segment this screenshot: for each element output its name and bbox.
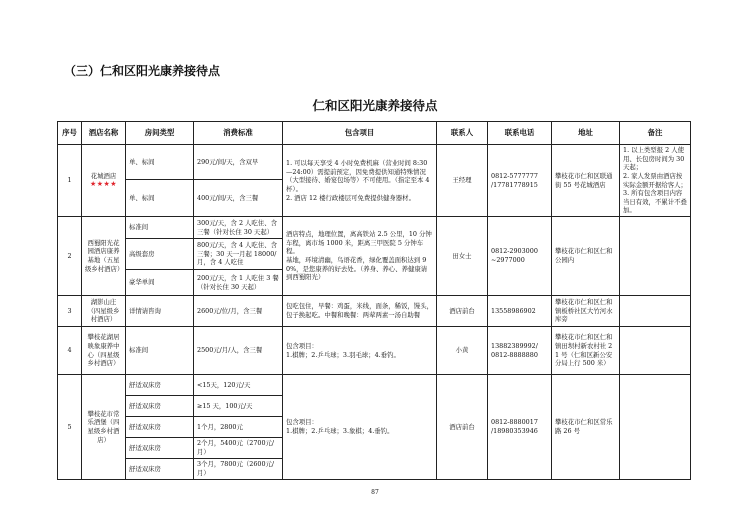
header-room-type: 房间类型 [126, 122, 194, 145]
row-no: 1 [58, 145, 82, 217]
remark: 1. 以上类型报 2 人使用、长包房时间为 30 天起； 2. 家人发票由酒店按实际金额开据给客人； 3. 所有包含项目内容当日有效，不累计不叠加。 [620, 145, 691, 217]
contact-phone: 13558986902 [488, 296, 552, 327]
address: 攀枝花市仁和区仁和镇田坝村新农村社 21 号（仁和区新公安分局上行 500 米） [552, 327, 620, 375]
address: 攀枝花市仁和区仁和镇板桥社区大竹河水库旁 [552, 296, 620, 327]
contact-person: 酒店前台 [437, 296, 488, 327]
contact-person: 小黄 [437, 327, 488, 375]
room-type: 舒适双床房 [126, 459, 194, 480]
room-type: 高级套房 [126, 239, 194, 270]
room-price: 2600元/位/月，含三餐 [194, 296, 283, 327]
room-price: <15天，120元/天 [194, 375, 283, 396]
room-type: 标准间 [126, 217, 194, 239]
contact-person: 田女士 [437, 217, 488, 296]
table-row [58, 296, 691, 327]
hotel-name: 攀枝花湖居映象康养中心（四星级乡村酒店） [82, 327, 126, 375]
page-number: 87 [371, 489, 379, 496]
room-price: 2500元/月/人，含三餐 [194, 327, 283, 375]
room-price: 400元/间/天，含三餐 [194, 179, 283, 216]
included-items: 1. 可以每天享受 4 小时免费机麻（营业时间 8:30—24:00）需提前预定，因免费提供知通特殊情况（大型接待、婚宴包场等）不可使用。（指定至本 4 杯）。 2. 酒店 12 楼行政楼层可免费提供健身器材。 [283, 145, 437, 217]
remark [620, 375, 691, 480]
header-address: 地址 [552, 122, 620, 145]
table-title: 仁和区阳光康养接待点 [312, 98, 438, 113]
row-no: 3 [58, 296, 82, 327]
contact-phone: 0812-2903000 ~2977000 [488, 217, 552, 296]
room-price: 3个月，7800元（2600元/月） [194, 459, 283, 480]
included-items: 包含项目： 1.棋牌；2.乒乓球；3.羽毛球；4.垂钓。 [283, 327, 437, 375]
room-price: 290元/间/天，含双早 [194, 145, 283, 180]
contact-phone: 13882389992/ 0812-8888880 [488, 327, 552, 375]
contact-phone: 0812-5777777 /17781778915 [488, 145, 552, 217]
hotel-name-text: 花城酒店 [90, 171, 117, 180]
remark [620, 217, 691, 296]
room-type: 舒适双床房 [126, 375, 194, 396]
hotel-table [57, 121, 691, 480]
room-type: 舒适双床房 [126, 396, 194, 417]
header-price: 消费标准 [194, 122, 283, 145]
table-row [58, 375, 691, 396]
contact-person: 酒店前台 [437, 375, 488, 480]
hotel-name [82, 145, 126, 217]
included-items: 包含项目： 1.棋牌；2.乒乓球；3.象棋；4.垂钓。 [283, 375, 437, 480]
room-price: 200元/天，含 1 人吃住 3 餐（针对长住 30 天起） [194, 270, 283, 296]
included-items: 包吃包住，早餐：鸡蛋，米线，面条，稀饭，馒头，包子换起吃。中餐和晚餐：两荤两素一汤自助餐 [283, 296, 437, 327]
hotel-name: 湖影山庄（四星级乡村酒店） [82, 296, 126, 327]
header-hotel: 酒店名称 [82, 122, 126, 145]
room-type: 舒适双床房 [126, 438, 194, 459]
included-items: 酒店特点，地理位置，离高铁站 2.5 公里，10 分钟车程，离市场 1000 米，距离三甲医院 5 分钟车程。 基地，环境清幽，鸟语花香，绿化覆盖面积达到 90%，是您康养的好去处。（养身、养心、养健康请到西蜀阳光） [283, 217, 437, 296]
table-row [58, 327, 691, 375]
room-price: 2个月，5400元（2700元/月） [194, 438, 283, 459]
room-type: 详情请咨询 [126, 296, 194, 327]
row-no: 5 [58, 375, 82, 480]
star-rating-icon: ★★★★ [89, 180, 118, 189]
address: 攀枝花市仁和区常乐路 26 号 [552, 375, 620, 480]
room-price: 800元/天，含 4 人吃住、含三餐；30 天一月起 18000/月，含 4 人吃住 [194, 239, 283, 270]
contact-person: 王经理 [437, 145, 488, 217]
header-row [58, 122, 691, 145]
row-no: 2 [58, 217, 82, 296]
remark [620, 327, 691, 375]
header-items: 包含项目 [283, 122, 437, 145]
hotel-name: 攀枝花市常乐酒堡（四星级乡村酒店） [82, 375, 126, 480]
room-price: 1个月，2800元 [194, 417, 283, 438]
header-phone: 联系电话 [488, 122, 552, 145]
address: 攀枝花市仁和区仁和公园内 [552, 217, 620, 296]
room-type: 舒适双床房 [126, 417, 194, 438]
room-price: 300元/天，含 2 人吃住、含三餐（针对长住 30 天起） [194, 217, 283, 239]
room-price: ≥15 天，100元/天 [194, 396, 283, 417]
remark [620, 296, 691, 327]
address: 攀枝花市仁和区联通街 55 号花城酒店 [552, 145, 620, 217]
table-row [58, 217, 691, 239]
room-type: 单、标间 [126, 145, 194, 180]
table-row [58, 145, 691, 180]
room-type: 标准间 [126, 327, 194, 375]
header-no: 序号 [58, 122, 82, 145]
row-no: 4 [58, 327, 82, 375]
section-title: （三）仁和区阳光康养接待点 [64, 64, 221, 78]
contact-phone: 0812-8880017 /18980353946 [488, 375, 552, 480]
hotel-name: 西蜀阳光花园酒店康养基地（五星级乡村酒店） [82, 217, 126, 296]
room-type: 单、标间 [126, 179, 194, 216]
header-remark: 备注 [620, 122, 691, 145]
header-contact: 联系人 [437, 122, 488, 145]
room-type: 豪华单间 [126, 270, 194, 296]
